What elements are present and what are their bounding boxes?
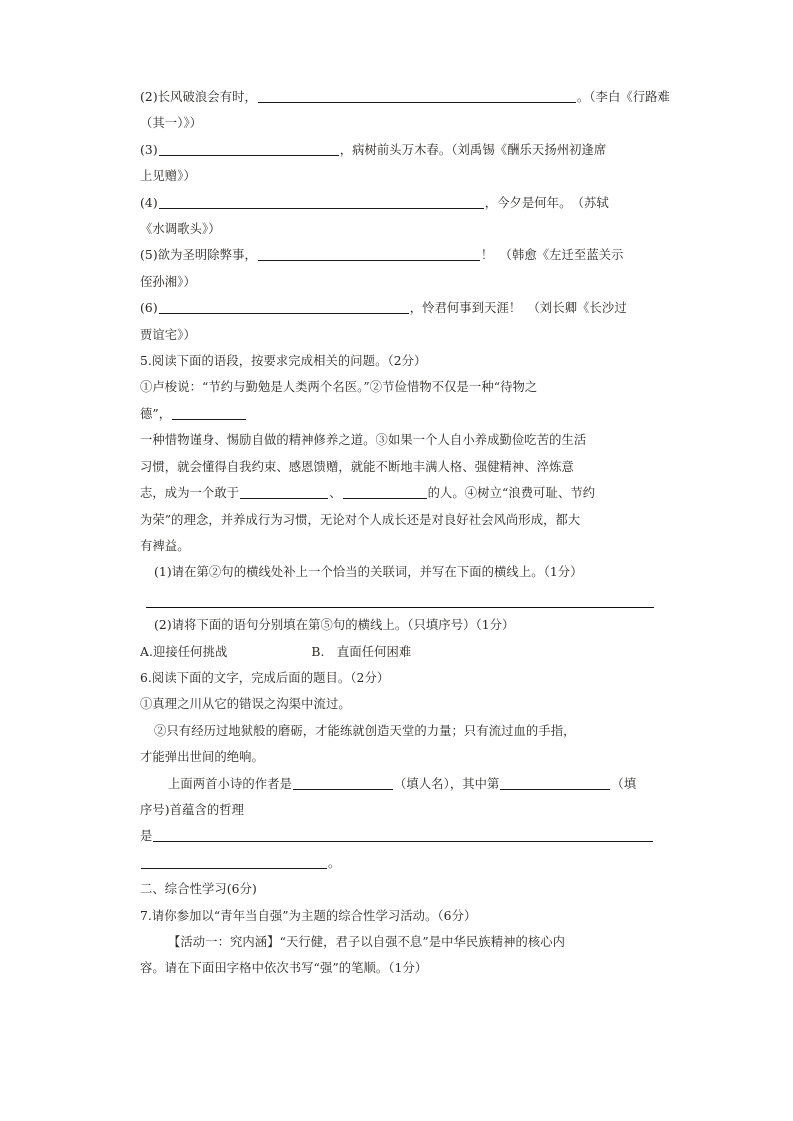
question-6-poem-2-line-1: ②只有经历过地狱般的磨砺，才能练就创造天堂的力量；只有流过血的手指， bbox=[154, 723, 576, 738]
question-6-task-line-2: 序号)首蕴含的哲理 bbox=[140, 802, 245, 817]
poetry-item-2-number: (2) bbox=[140, 90, 158, 104]
poetry-item-6 bbox=[140, 295, 656, 321]
poetry-item-5 bbox=[140, 242, 656, 268]
poetry-item-3-after: ，病树前头万木春。（刘禹锡《酬乐天扬州初逢席 bbox=[339, 142, 607, 157]
question-5-passage-line-5-c: 的人。④树立“浪费可耻、节约 bbox=[427, 486, 596, 501]
question-5-passage-line-5-a: 志，成为一个敢于 bbox=[140, 486, 240, 501]
question-5-answer-line[interactable] bbox=[146, 607, 654, 608]
question-5-passage-line-7: 有裨益。 bbox=[140, 538, 190, 553]
page-content bbox=[140, 84, 670, 982]
poetry-item-3-cont: 上见赠》） bbox=[140, 169, 196, 184]
question-6-task-text-c: （填 bbox=[611, 776, 637, 791]
question-5-passage-blank-1[interactable] bbox=[172, 406, 246, 420]
poetry-item-2-cont: （其一）》） bbox=[140, 116, 203, 131]
question-5-option-a[interactable]: A.迎接任何挑战 bbox=[140, 644, 228, 659]
question-5-passage-line-2-text: 德”， bbox=[140, 406, 172, 421]
poetry-item-6-cont: 贾谊宅》） bbox=[140, 327, 196, 342]
question-6-task-text-b: （填人名），其中第 bbox=[393, 776, 500, 791]
poetry-item-3 bbox=[140, 137, 656, 163]
poetry-item-2-after: 。（李白《行路难 bbox=[576, 90, 670, 104]
question-5-passage-line-2 bbox=[140, 401, 656, 427]
poetry-item-4-after: ，今夕是何年。 （苏轼 bbox=[484, 195, 609, 210]
question-5-passage-line-1: ①卢梭说：“节约与勤勉是人类两个名医。”②节俭惜物不仅是一种“待物之 bbox=[140, 380, 538, 395]
poetry-item-2 bbox=[140, 84, 670, 110]
question-5-options bbox=[140, 639, 656, 665]
question-6-task-line-1 bbox=[140, 771, 656, 797]
poetry-item-5-prompt: 欲为圣明除弊事， bbox=[157, 248, 257, 263]
question-6-stem: 6.阅读下面的文字，完成后面的题目。（2分） bbox=[140, 670, 390, 685]
question-5-passage-line-4: 习惯，就会懂得自我约束、感恩馈赠，就能不断地丰满人格、强健精神、淬炼意 bbox=[140, 459, 574, 474]
poetry-item-5-blank[interactable] bbox=[258, 247, 480, 261]
poetry-item-4 bbox=[140, 190, 656, 216]
activity-1-line-2: 容。请在下面田字格中依次书写“强”的笔顺。（1分） bbox=[140, 961, 428, 976]
question-5-sub-2: (2)请将下面的语句分别填在第⑤句的横线上。（只填序号）（1分） bbox=[154, 618, 515, 633]
question-6-answer-line-2 bbox=[140, 850, 656, 876]
question-5-passage-line-3: 一种惜物谨身、惕励自做的精神修养之道。③如果一个人自小养成勤俭吃苦的生活 bbox=[140, 433, 587, 448]
question-6-answer-blank-1[interactable] bbox=[153, 828, 653, 842]
poetry-item-3-blank[interactable] bbox=[159, 142, 339, 156]
question-5-passage-line-6: 为荣”的理念，并养成行为习惯，无论对个人成长还是对良好社会风尚形成，都大 bbox=[140, 512, 581, 527]
poetry-item-2-blank[interactable] bbox=[258, 89, 576, 103]
question-5-passage-line-5-b: 、 bbox=[329, 486, 342, 501]
question-5-passage-line-5 bbox=[140, 480, 656, 506]
question-5-passage-blank-2[interactable] bbox=[240, 485, 328, 499]
question-5-sub-1: (1)请在第②句的横线处补上一个恰当的关联词，并写在下面的横线上。（1分） bbox=[154, 565, 583, 580]
poetry-item-6-number: (6) bbox=[140, 301, 158, 316]
question-5-answer-row bbox=[140, 586, 656, 612]
question-5-stem: 5.阅读下面的语段，按要求完成相关的问题。（2分） bbox=[140, 354, 427, 369]
poetry-item-2-prompt: 长风破浪会有时， bbox=[157, 90, 257, 104]
poetry-item-4-number: (4) bbox=[140, 195, 158, 210]
question-6-answer-blank-2[interactable] bbox=[141, 855, 327, 869]
section-2-heading: 二、综合性学习(6分) bbox=[140, 882, 257, 897]
question-6-task-text-a: 上面两首小诗的作者是 bbox=[168, 776, 292, 791]
question-6-answer-end-mark: 。 bbox=[328, 855, 341, 870]
poetry-item-4-blank[interactable] bbox=[159, 195, 484, 209]
question-6-poem-1: ①真理之川从它的错误之沟渠中流过。 bbox=[140, 697, 351, 712]
question-6-poem-2-line-2: 才能弹出世间的绝响。 bbox=[140, 750, 264, 765]
question-6-answer-prefix: 是 bbox=[140, 829, 153, 844]
poetry-item-4-cont: 《水调歌头》） bbox=[140, 222, 221, 237]
question-5-passage-blank-3[interactable] bbox=[343, 485, 427, 499]
poetry-item-5-cont: 侄孙湘》） bbox=[140, 274, 196, 289]
question-6-answer-line-1 bbox=[140, 823, 656, 849]
poetry-item-5-number: (5) bbox=[140, 248, 158, 263]
poetry-item-5-after: ！ （韩愈《左迁至蓝关示 bbox=[480, 248, 624, 263]
poetry-item-6-blank[interactable] bbox=[159, 300, 409, 314]
poetry-item-6-after: ，怜君何事到天涯！ （刘长卿《长沙过 bbox=[409, 301, 627, 316]
question-7-stem: 7.请你参加以“青年当自强”为主题的综合性学习活动。（6分） bbox=[140, 908, 477, 923]
activity-1-line-1: 【活动一：究内涵】“天行健，君子以自强不息”是中华民族精神的核心内 bbox=[168, 934, 566, 949]
poetry-item-3-number: (3) bbox=[140, 142, 158, 157]
question-6-number-blank[interactable] bbox=[500, 776, 610, 790]
question-5-option-b[interactable]: B. 直面任何困难 bbox=[311, 644, 412, 659]
question-6-author-blank[interactable] bbox=[293, 776, 393, 790]
